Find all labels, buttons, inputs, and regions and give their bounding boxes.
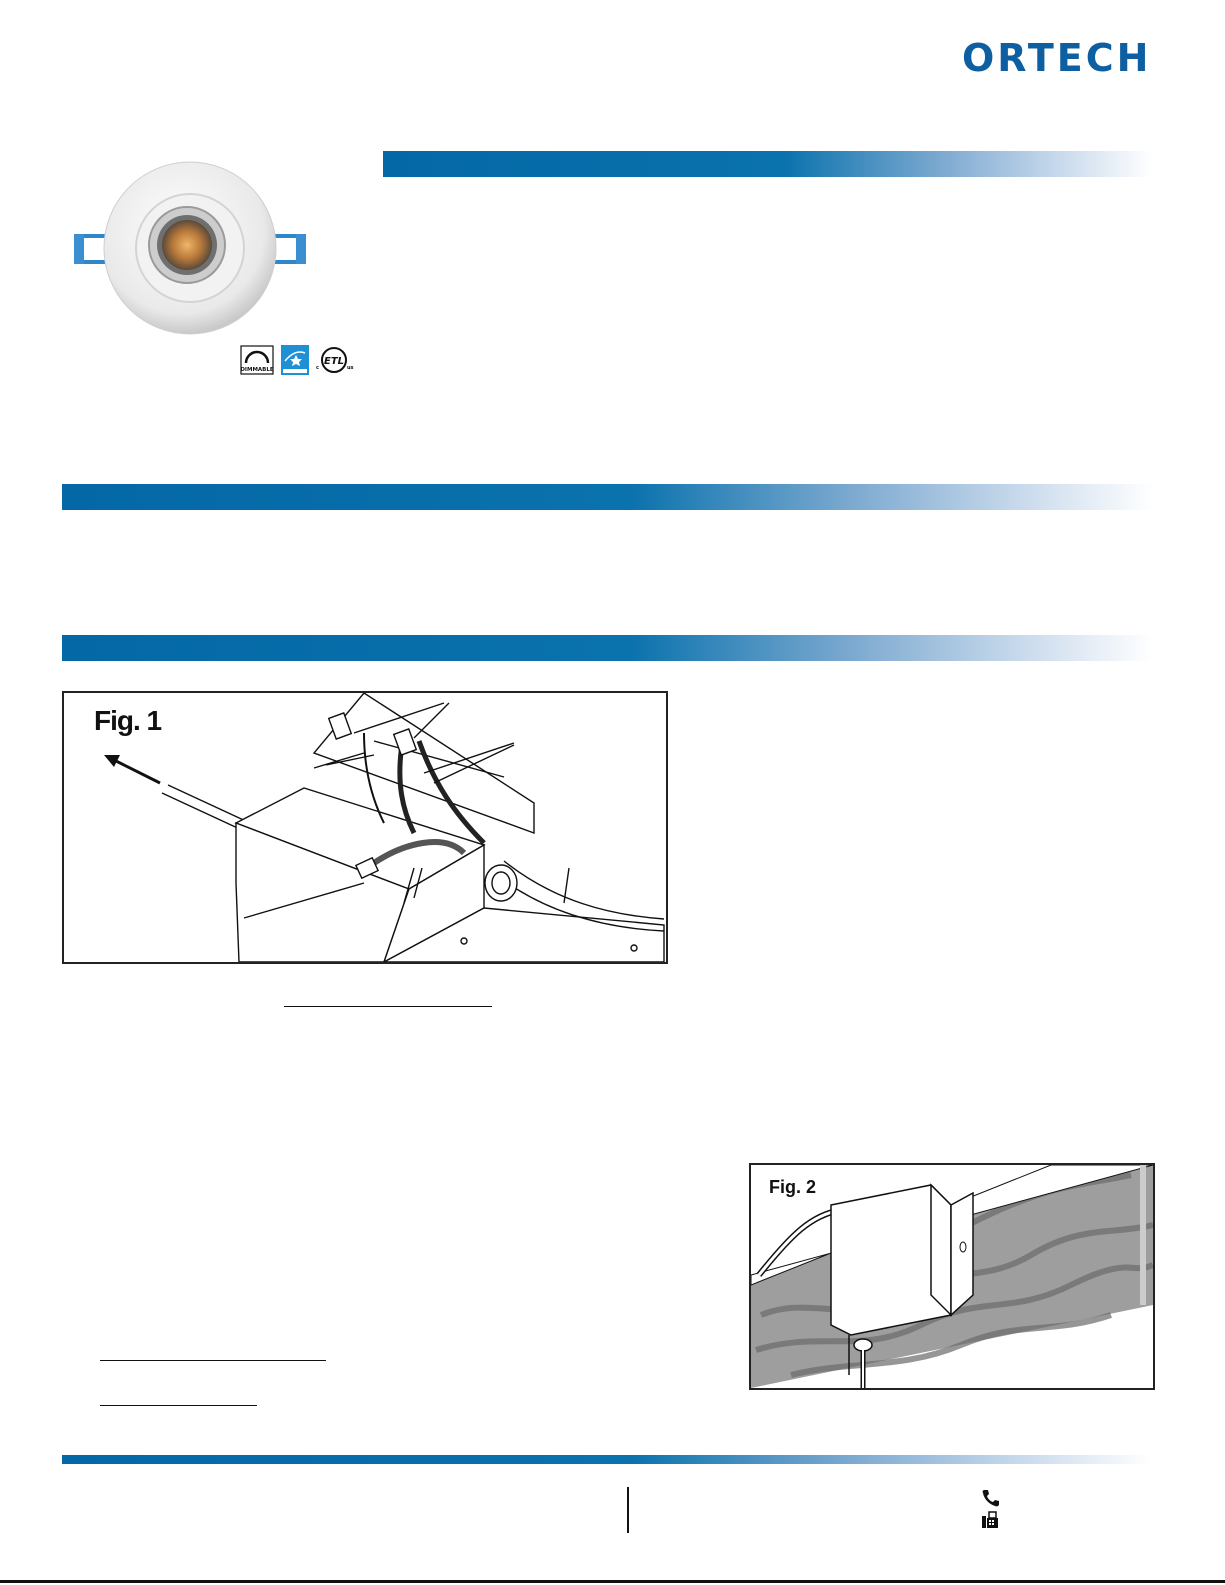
phone-icon [980,1488,1000,1508]
svg-text:DIMMABLE: DIMMABLE [240,367,274,373]
product-image [70,160,310,340]
link-underline-1 [284,1006,492,1007]
footer-separator [627,1487,629,1533]
brand-logo: ORTECH [962,36,1152,80]
junction-box-wiring-illustration [64,693,666,962]
joist-mounted-driver-illustration [751,1165,1153,1388]
link-underline-2 [100,1360,326,1361]
title-bar [383,151,1153,177]
svg-text:us: us [347,365,354,371]
figure-2 [749,1163,1155,1390]
svg-text:ETL: ETL [323,356,345,367]
energy-star-badge [281,345,309,375]
page-bottom-rule [0,1580,1225,1583]
fax-icon [980,1510,1000,1530]
figure-1-label: Fig. 1 [94,705,162,736]
figure-1 [62,691,668,964]
figure-2-label: Fig. 2 [769,1177,817,1197]
etl-listed-badge [314,345,354,375]
svg-text:c: c [316,365,319,371]
section-bar-1 [62,484,1153,510]
link-underline-3 [100,1405,257,1406]
dimmable-badge [240,345,274,375]
footer-bar [62,1455,1153,1464]
section-bar-2 [62,635,1153,661]
